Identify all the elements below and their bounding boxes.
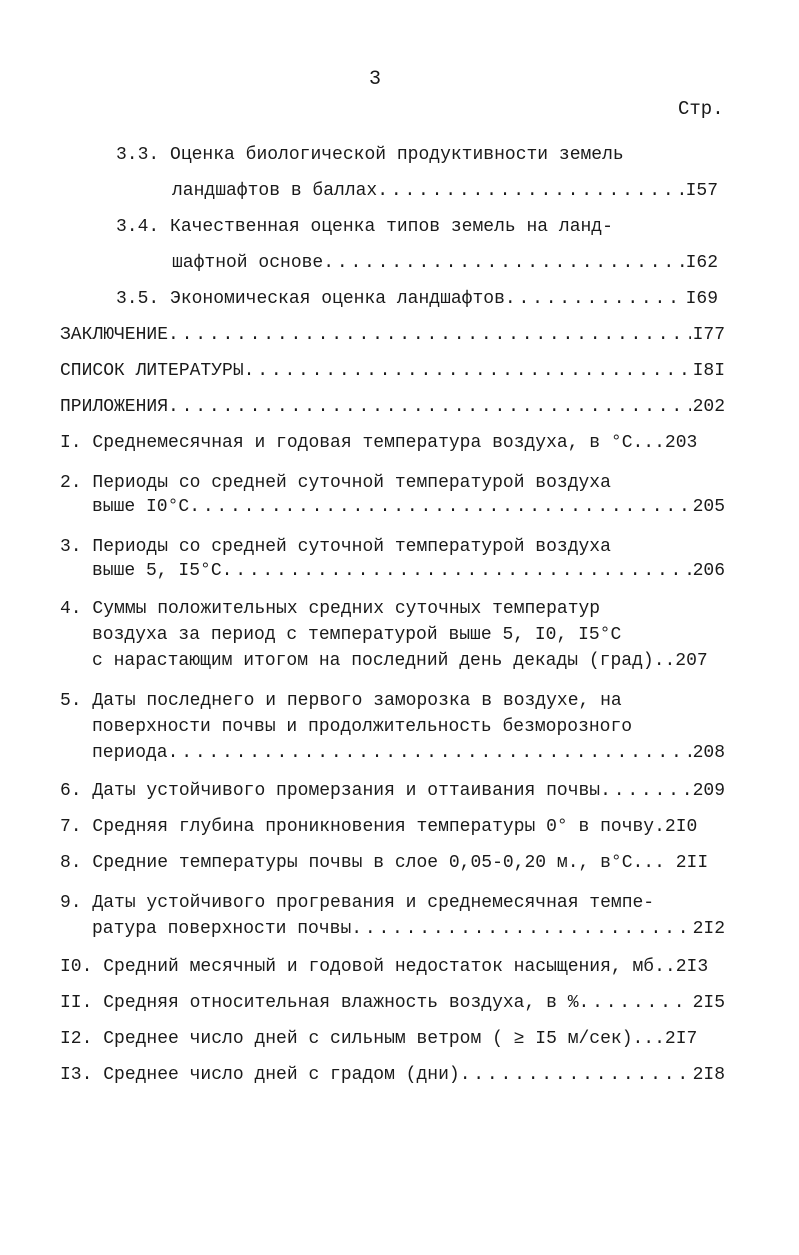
entry-page: 2I7 xyxy=(664,1029,698,1049)
entry-page: I77 xyxy=(692,325,725,345)
entry-page: I57 xyxy=(685,181,718,201)
entry-number: 3.5. xyxy=(116,289,160,309)
entry-page: I62 xyxy=(685,253,718,273)
entry-title-line: Даты устойчивого промерзания и оттаивания почвы xyxy=(92,781,601,801)
toc-entry-app-12 xyxy=(60,1028,697,1050)
entry-page: 205 xyxy=(692,497,725,517)
toc-entry-app-6 xyxy=(60,780,725,802)
toc-entry-3-5 xyxy=(116,288,718,310)
entry-number: 8. xyxy=(60,853,82,873)
toc-entry-app-9 xyxy=(60,892,654,914)
entry-page: 209 xyxy=(692,781,725,801)
dot-leader xyxy=(244,360,691,382)
dot-leader xyxy=(579,992,691,1014)
toc-entry-conclusion xyxy=(60,324,725,346)
dot-leader xyxy=(460,1064,691,1086)
toc-entry-app-5 xyxy=(60,690,622,712)
toc-entry-3-4 xyxy=(116,216,613,238)
entry-title-line: ратура поверхности почвы xyxy=(92,919,352,939)
toc-entry-3-3 xyxy=(116,144,624,166)
entry-page: 203 xyxy=(664,433,698,453)
dot-leader xyxy=(222,560,691,582)
entry-number: 9. xyxy=(60,893,82,913)
entry-page: 208 xyxy=(692,743,725,763)
entry-title-line: с нарастающим итогом на последний день декады (град).. xyxy=(92,651,676,671)
entry-number: I0. xyxy=(60,957,93,977)
toc-entry-app-10 xyxy=(60,956,708,978)
entry-title-line: ЗАКЛЮЧЕНИЕ xyxy=(60,325,169,345)
entry-title-line: Средняя относительная влажность воздуха, в % xyxy=(103,993,579,1013)
entry-title-line: Даты последнего и первого заморозка в воздухе, на xyxy=(92,691,622,711)
entry-number: 7. xyxy=(60,817,82,837)
entry-number: I2. xyxy=(60,1029,93,1049)
dot-leader xyxy=(377,180,683,202)
toc-entry-app-2-tail xyxy=(92,496,725,518)
toc-entry-appendices xyxy=(60,396,725,418)
entry-number: I3. xyxy=(60,1065,93,1085)
entry-page: I8I xyxy=(692,361,725,381)
entry-number: 4. xyxy=(60,599,82,619)
entry-page: 2I3 xyxy=(675,957,709,977)
entry-title-line: Средняя глубина проникновения температуры 0° в почву. xyxy=(92,817,665,837)
entry-title-line: периода xyxy=(92,743,168,763)
entry-title-line: выше 5, I5°С xyxy=(92,561,222,581)
entry-number: 3.4. xyxy=(116,217,160,237)
entry-page: I69 xyxy=(685,289,718,309)
entry-title-line: Качественная оценка типов земель на ланд- xyxy=(170,217,613,237)
toc-entry-3-3-tail xyxy=(172,180,718,202)
entry-title-line: Среднее число дней с сильным ветром ( ≥ I5 м/сек)... xyxy=(103,1029,665,1049)
entry-page: 202 xyxy=(692,397,725,417)
entry-continuation xyxy=(92,624,621,646)
page-column-header: Стр. xyxy=(678,98,724,120)
dot-leader xyxy=(168,396,691,418)
entry-number: 3. xyxy=(60,537,82,557)
dot-leader xyxy=(600,780,690,802)
toc-entry-app-1 xyxy=(60,432,697,454)
entry-page: 2I8 xyxy=(692,1065,725,1085)
toc-entry-app-11 xyxy=(60,992,725,1014)
dot-leader xyxy=(168,742,691,764)
entry-number: 5. xyxy=(60,691,82,711)
entry-page: 2I0 xyxy=(664,817,698,837)
entry-title-line: Среднее число дней с градом (дни) xyxy=(103,1065,460,1085)
entry-title-line: воздуха за период с температурой выше 5, I0, I5°С xyxy=(92,625,622,645)
entry-continuation xyxy=(92,716,632,738)
toc-entry-3-4-tail xyxy=(172,252,718,274)
dot-leader xyxy=(323,252,683,274)
toc-entry-app-3 xyxy=(60,536,611,558)
toc-entry-app-7 xyxy=(60,816,697,838)
entry-number: I. xyxy=(60,433,82,453)
entry-title-line: Экономическая оценка ландшафтов xyxy=(170,289,505,309)
entry-title-line: Даты устойчивого прогревания и среднемесячная темпе- xyxy=(92,893,655,913)
entry-title-line: Среднемесячная и годовая температура воздуха, в °С... xyxy=(92,433,665,453)
entry-number: II. xyxy=(60,993,93,1013)
dot-leader xyxy=(168,324,691,346)
toc-entry-app-5-tail xyxy=(92,742,725,764)
entry-title-line: Средний месячный и годовой недостаток насыщения, мб.. xyxy=(103,957,676,977)
entry-title-line: Средние температуры почвы в слое 0,05-0,20 м., в°С... xyxy=(92,853,665,873)
toc-entry-references xyxy=(60,360,725,382)
entry-title-line: Суммы положительных средних суточных температур xyxy=(92,599,601,619)
entry-page: 207 xyxy=(675,651,708,671)
entry-page: 2I2 xyxy=(692,919,725,939)
toc-entry-app-13 xyxy=(60,1064,725,1086)
entry-title-line: выше I0°С xyxy=(92,497,190,517)
toc-entry-app-8 xyxy=(60,852,708,874)
toc-entry-app-9-tail xyxy=(92,918,725,940)
dot-leader xyxy=(351,918,690,940)
entry-number: 2. xyxy=(60,473,82,493)
entry-page: 206 xyxy=(692,561,725,581)
entry-title-line: ПРИЛОЖЕНИЯ xyxy=(60,397,169,417)
entry-title-line: поверхности почвы и продолжительность безморозного xyxy=(92,717,633,737)
entry-title-line: Оценка биологической продуктивности земель xyxy=(170,145,624,165)
entry-title-line: ландшафтов в баллах xyxy=(172,181,378,201)
page-number: 3 xyxy=(368,68,381,91)
toc-entry-app-3-tail xyxy=(92,560,725,582)
entry-number: 6. xyxy=(60,781,82,801)
dot-leader xyxy=(505,288,684,310)
toc-entry-app-4 xyxy=(60,598,600,620)
entry-page: 2II xyxy=(675,853,709,873)
dot-leader xyxy=(189,496,690,518)
entry-title-line: Периоды со средней суточной температурой воздуха xyxy=(92,473,611,493)
entry-page: 2I5 xyxy=(692,993,725,1013)
entry-title-line: СПИСОК ЛИТЕРАТУРЫ xyxy=(60,361,244,381)
entry-title-line: Периоды со средней суточной температурой воздуха xyxy=(92,537,611,557)
toc-entry-app-2 xyxy=(60,472,611,494)
entry-title-line: шафтной основе xyxy=(172,253,324,273)
entry-continuation xyxy=(92,650,708,672)
entry-number: 3.3. xyxy=(116,145,160,165)
